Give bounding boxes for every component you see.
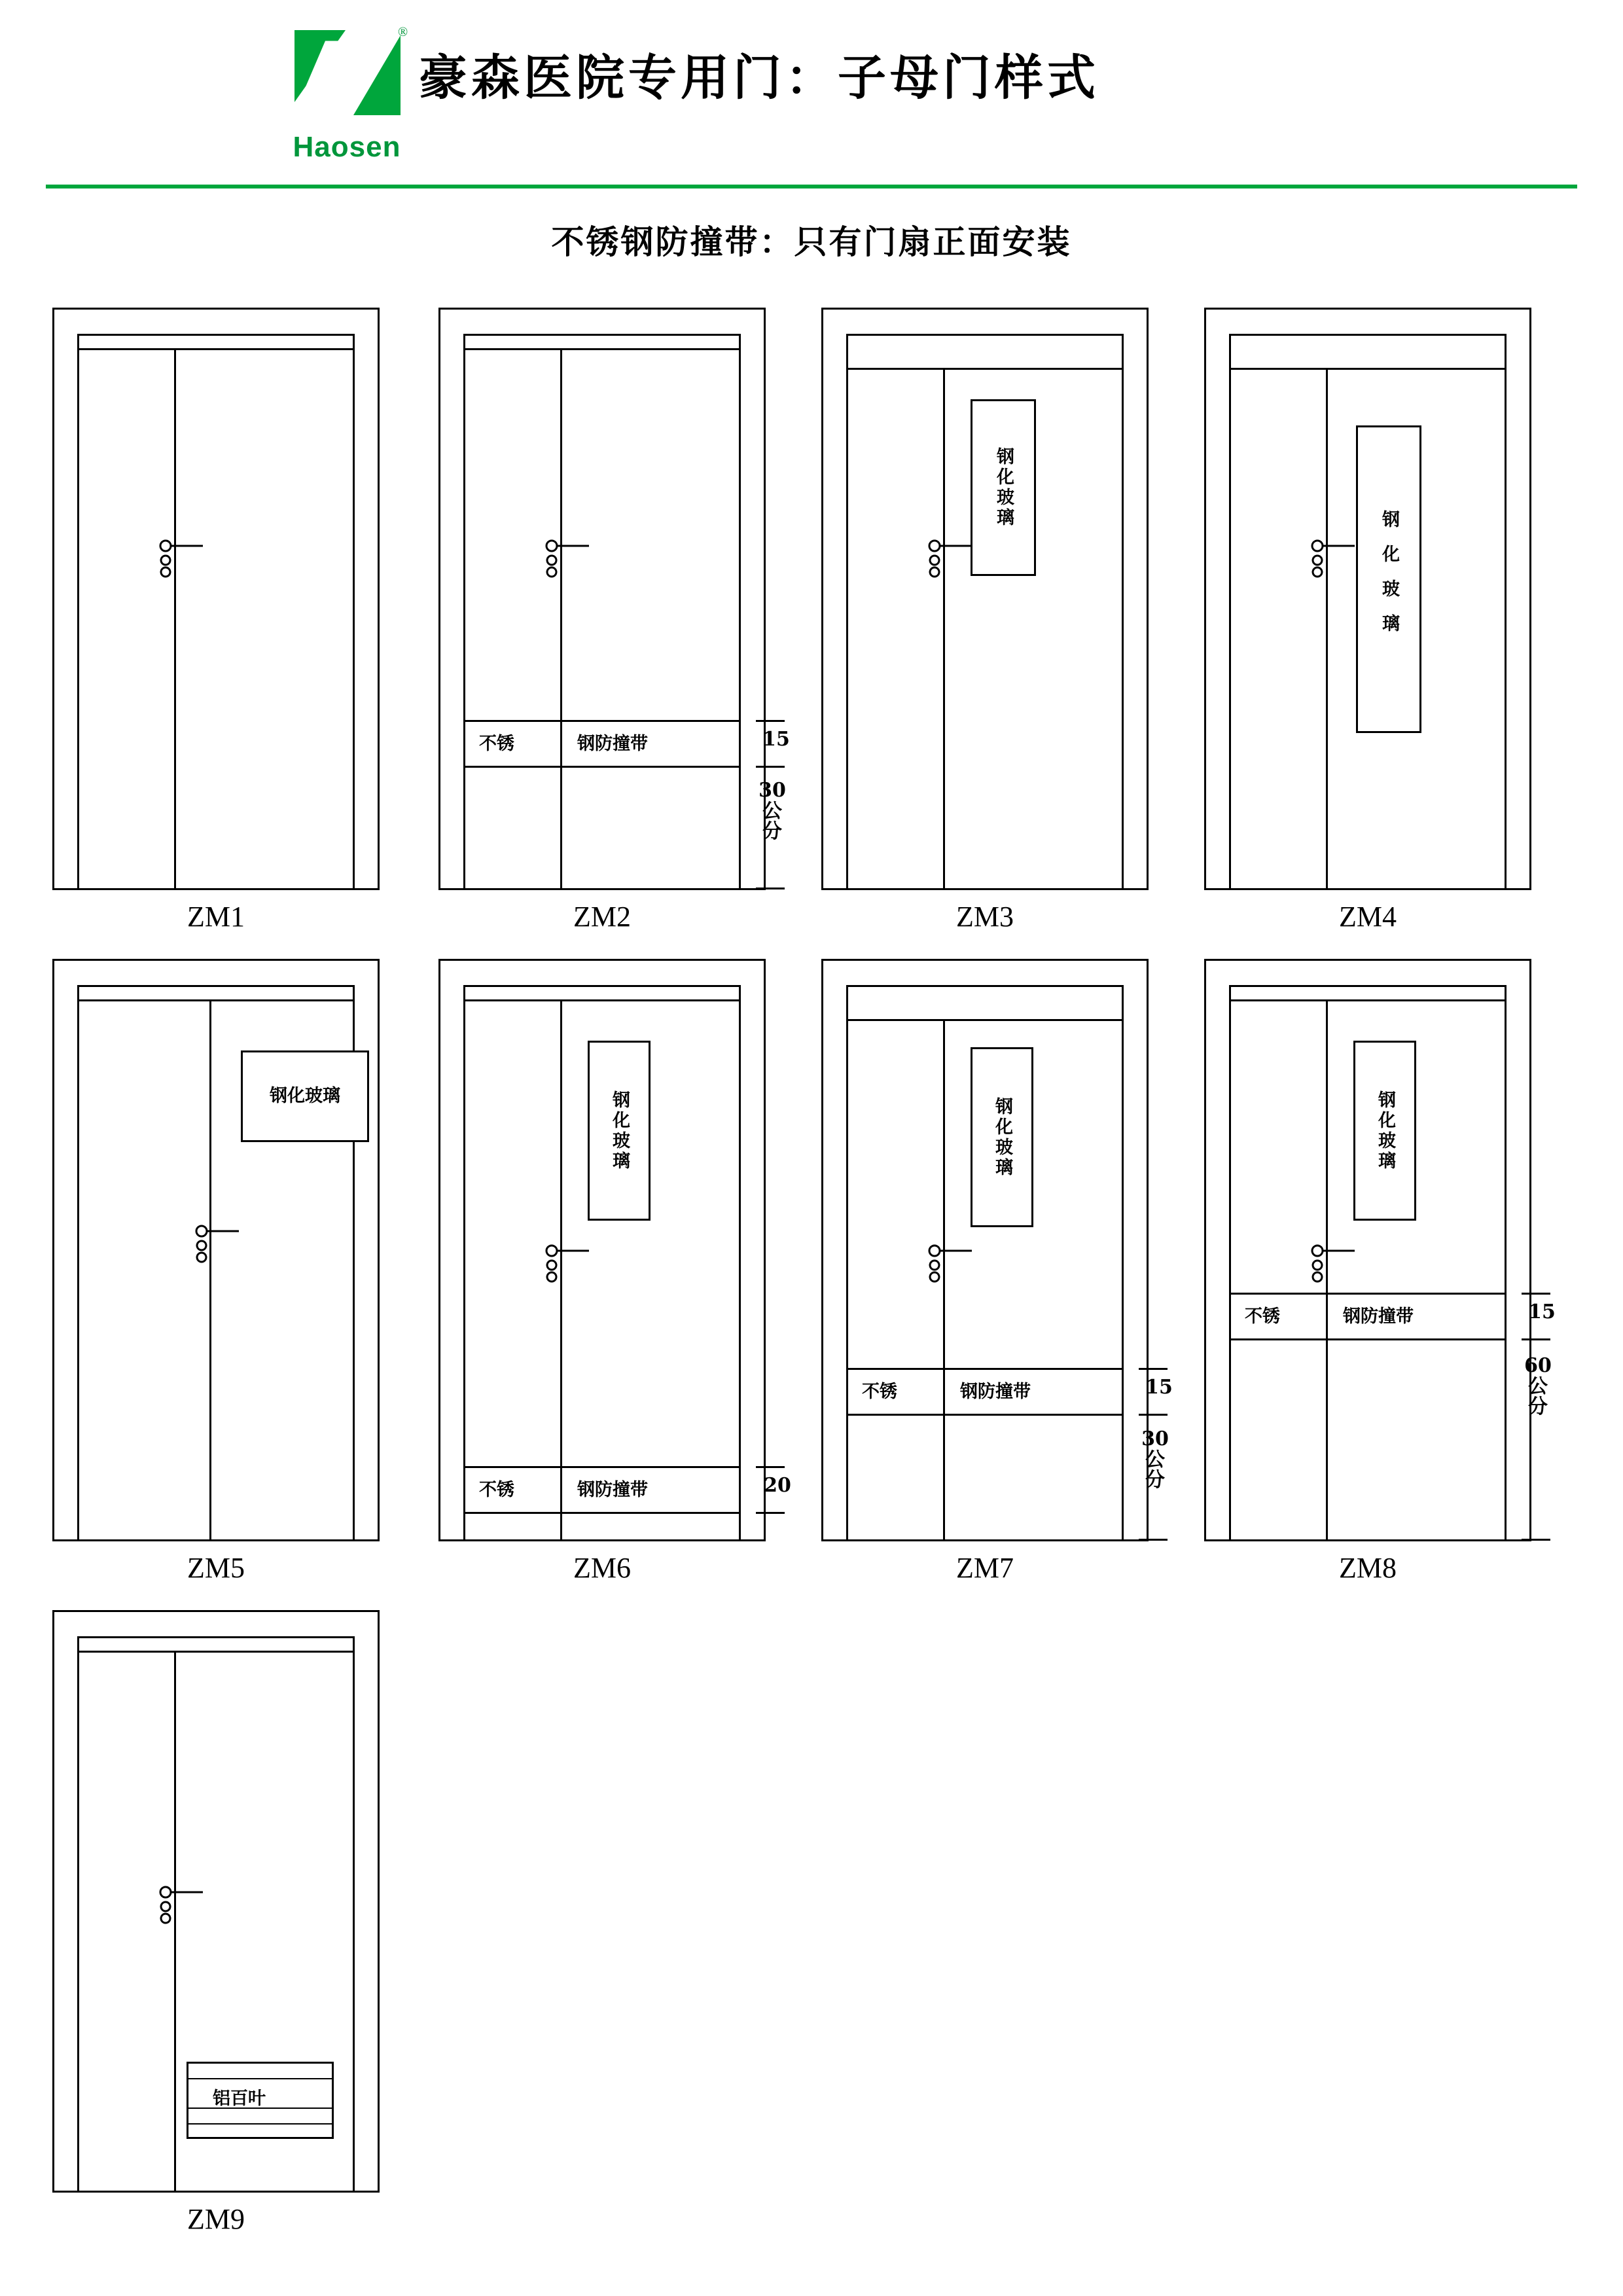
- dim-tick-3: [1139, 1539, 1168, 1541]
- strip-line-1: [463, 720, 741, 722]
- frame-left-inner: [1229, 334, 1231, 890]
- figure-caption: ZM5: [187, 1552, 245, 1584]
- dim-tick-3: [1522, 1539, 1550, 1541]
- frame-head-inner: [1229, 985, 1507, 987]
- strip-label-left: 不锈: [862, 1382, 897, 1402]
- dimension-15: 15: [1145, 1376, 1173, 1399]
- door-handle-icon: [926, 1240, 978, 1286]
- strip-label-left: 不锈: [479, 1480, 514, 1500]
- door-figure-zm1: [52, 308, 380, 936]
- door-figure-zm9: [52, 1610, 380, 2265]
- page-title: 豪森医院专用门：子母门样式: [419, 50, 1099, 106]
- frame-head-inner2: [463, 348, 741, 350]
- frame-right-inner: [353, 334, 355, 890]
- frame-right-inner: [353, 1636, 355, 2193]
- leaf-divider: [209, 999, 211, 1541]
- strip-label-right: 钢防撞带: [1343, 1306, 1414, 1327]
- figure-caption: ZM8: [1339, 1552, 1397, 1584]
- louver-slat-1: [187, 2078, 334, 2079]
- door-figure-zm6: [438, 959, 791, 1587]
- frame-head-inner: [77, 1636, 355, 1638]
- strip-line-2: [846, 1414, 1124, 1416]
- frame-head-inner: [77, 334, 355, 336]
- louver-slat-3: [187, 2123, 334, 2125]
- frame-left-inner: [846, 334, 848, 890]
- dim-tick-2: [1522, 1338, 1550, 1340]
- brand-name: Haosen: [293, 131, 401, 163]
- registered-mark: ®: [398, 25, 408, 39]
- door-handle-icon: [1309, 1240, 1361, 1286]
- strip-line-1: [1229, 1293, 1507, 1295]
- frame-right-inner: [739, 334, 741, 890]
- dim-tick-2: [1139, 1414, 1168, 1416]
- frame-head-inner2: [77, 1651, 355, 1653]
- frame-right-inner: [1505, 985, 1507, 1541]
- haosen-logo-icon: [288, 24, 406, 122]
- strip-label-right: 钢防撞带: [577, 734, 648, 754]
- frame-head-inner: [77, 985, 355, 987]
- dim-tick-1: [1139, 1368, 1168, 1370]
- dim-tick-2: [756, 766, 785, 768]
- door-handle-icon: [543, 1240, 596, 1286]
- frame-right-inner: [1122, 985, 1124, 1541]
- frame-left-inner: [846, 985, 848, 1541]
- door-handle-icon: [157, 1882, 209, 1928]
- dim-tick-3: [756, 888, 785, 889]
- leaf-divider: [560, 348, 562, 890]
- glass-panel: 钢化玻璃: [1356, 425, 1421, 733]
- door-figure-zm5: [52, 959, 380, 1587]
- door-figure-zm4: [1204, 308, 1531, 936]
- dim-tick-1: [756, 720, 785, 722]
- frame-right-inner: [739, 985, 741, 1541]
- door-handle-icon: [926, 535, 978, 581]
- glass-panel: 钢化玻璃: [971, 1047, 1033, 1227]
- door-outline: [438, 308, 766, 890]
- door-outline: [821, 308, 1149, 890]
- glass-panel: 钢化玻璃: [241, 1050, 369, 1142]
- company-logo: [275, 20, 419, 170]
- figure-caption: ZM1: [187, 901, 245, 933]
- dimension-60: 60公分: [1524, 1354, 1552, 1418]
- strip-line-1: [846, 1368, 1124, 1370]
- strip-label-left: 不锈: [479, 734, 514, 754]
- dim-tick-2: [756, 1512, 785, 1514]
- glass-panel: 钢化玻璃: [588, 1041, 651, 1221]
- frame-left-inner: [77, 985, 79, 1541]
- strip-line-2: [463, 1512, 741, 1514]
- frame-head-inner2: [1229, 999, 1507, 1001]
- door-handle-icon: [543, 535, 596, 581]
- door-figure-zm7: [821, 959, 1173, 1587]
- dimension-30: 30公分: [758, 779, 786, 843]
- frame-right-inner: [1505, 334, 1507, 890]
- transom-line: [846, 1019, 1124, 1021]
- strip-line-2: [463, 766, 741, 768]
- frame-head-inner: [846, 334, 1124, 336]
- frame-head-inner: [463, 334, 741, 336]
- header-divider: [46, 185, 1577, 188]
- glass-panel: 钢化玻璃: [1353, 1041, 1416, 1221]
- strip-line-2: [1229, 1338, 1507, 1340]
- figure-caption: ZM4: [1339, 901, 1397, 933]
- frame-head-inner2: [463, 999, 741, 1001]
- leaf-divider: [1326, 368, 1328, 890]
- figure-caption: ZM6: [573, 1552, 631, 1584]
- strip-line-1: [463, 1466, 741, 1468]
- page-subtitle: 不锈钢防撞带：只有门扇正面安装: [551, 223, 1072, 261]
- door-figure-zm3: [821, 308, 1149, 936]
- dimension-30: 30公分: [1141, 1427, 1169, 1492]
- door-outline: [52, 308, 380, 890]
- leaf-divider: [943, 368, 945, 890]
- figure-caption: ZM9: [187, 2203, 245, 2235]
- strip-label-right: 钢防撞带: [577, 1480, 648, 1500]
- strip-label-right: 钢防撞带: [960, 1382, 1031, 1402]
- leaf-divider: [174, 348, 176, 890]
- frame-head-inner: [1229, 334, 1507, 336]
- transom-line: [846, 368, 1124, 370]
- transom-line: [1229, 368, 1507, 370]
- frame-left-inner: [1229, 985, 1231, 1541]
- door-figure-zm8: [1204, 959, 1556, 1587]
- door-handle-icon: [1309, 535, 1361, 581]
- door-outline: [821, 959, 1149, 1541]
- frame-head-inner: [463, 985, 741, 987]
- glass-panel: 钢化玻璃: [971, 399, 1036, 576]
- frame-right-inner: [1122, 334, 1124, 890]
- frame-head-inner: [846, 985, 1124, 987]
- dim-tick-1: [756, 1466, 785, 1468]
- frame-left-inner: [463, 334, 465, 890]
- frame-left-inner: [463, 985, 465, 1541]
- frame-left-inner: [77, 1636, 79, 2193]
- louver-label: 铝百叶: [213, 2089, 266, 2109]
- dimension-20: 20: [764, 1474, 791, 1497]
- strip-label-left: 不锈: [1245, 1306, 1280, 1327]
- door-handle-icon: [157, 535, 209, 581]
- door-figure-zm2: [438, 308, 790, 936]
- dim-tick-1: [1522, 1293, 1550, 1295]
- frame-head-inner2: [77, 999, 355, 1001]
- figure-caption: ZM2: [573, 901, 631, 933]
- dimension-15: 15: [762, 728, 790, 751]
- frame-head-inner2: [77, 348, 355, 350]
- figure-caption: ZM3: [956, 901, 1014, 933]
- frame-left-inner: [77, 334, 79, 890]
- figure-caption: ZM7: [956, 1552, 1014, 1584]
- page-header: [0, 0, 1623, 190]
- dimension-15: 15: [1528, 1300, 1556, 1323]
- door-handle-icon: [193, 1221, 245, 1266]
